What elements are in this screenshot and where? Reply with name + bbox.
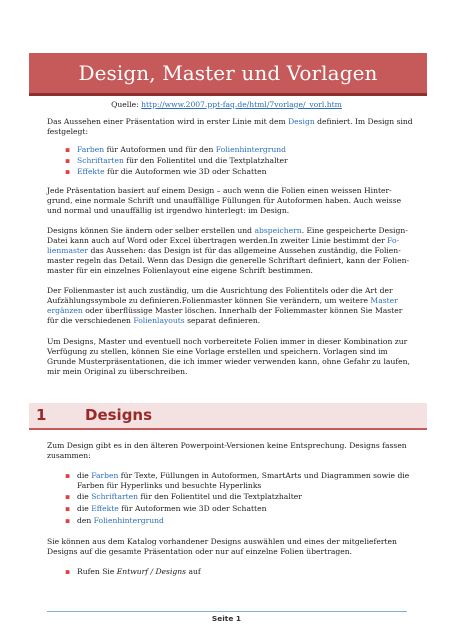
text: für den Folientitel und die Textplatzhalter	[138, 492, 302, 501]
intro-line-1	[47, 117, 413, 127]
text: Rufen Sie	[77, 567, 117, 576]
title-banner	[29, 53, 427, 96]
para3-line-4	[47, 316, 260, 326]
section1-intro-line-2: zusammen:	[47, 451, 91, 460]
menu-path: Entwurf / Designs	[116, 567, 187, 576]
para4-line-3: Grunde Musterpräsentationen, die ich immer wieder verwenden kann, ohne Gefahr zu laufen,	[47, 357, 410, 366]
schriftarten-link[interactable]: Schriftarten	[77, 156, 124, 165]
folienhintergrund-link[interactable]: Folienhintergrund	[215, 145, 286, 154]
bullet-icon: ▪	[65, 156, 71, 165]
section1-para-line-1: Sie können aus dem Katalog vorhandener Designs auswählen und eines der mitgelieferten	[47, 537, 397, 546]
para2-line-5: master für ein einzelnes Folienlayout eine eigene Schrift bestimmen.	[47, 266, 313, 275]
section1-last-bullet	[77, 567, 201, 577]
folienmaster-link[interactable]: Fo-	[387, 236, 400, 245]
para2-line-2	[47, 236, 399, 246]
text: die	[77, 492, 92, 501]
text: für den Folientitel und die Textplatzhalter	[123, 156, 288, 165]
section-number: 1	[36, 406, 47, 424]
folienmaster-link-cont[interactable]: lienmaster	[47, 246, 89, 255]
section1-bullet-1-cont: Farben für Hyperlinks und besuchte Hyperlinks	[77, 481, 262, 490]
text: für Autoformen wie 3D oder Schatten	[118, 504, 267, 513]
section1-bullet-2	[77, 492, 302, 502]
para4-line-1: Um Designs, Master und eventuell noch vorbereitete Folien immer in dieser Kombination zur	[47, 337, 408, 346]
text: die	[77, 471, 92, 480]
text: die	[77, 504, 92, 513]
text: für die Autoformen wie 3D oder Schatten	[104, 167, 267, 176]
folienlayouts-link[interactable]: Folienlayouts	[133, 316, 185, 325]
para3-line-3	[47, 306, 402, 316]
effekte-link[interactable]: Effekte	[77, 167, 105, 176]
text: . Eine gespeicherte Design-	[301, 226, 408, 235]
intro-bullet-1	[77, 145, 286, 155]
para1-line-1: Jede Präsentation basiert auf einem Design – auch wenn die Folien einen weissen Hinter-	[47, 186, 392, 195]
text: auf	[186, 567, 201, 576]
intro-line-2: festgelegt:	[47, 127, 89, 136]
bullet-icon: ▪	[65, 167, 71, 176]
para2-line-1	[47, 226, 408, 236]
text: separat definieren.	[184, 316, 261, 325]
section1-bullet-4	[77, 516, 164, 526]
folienhintergrund-link[interactable]: Folienhintergrund	[93, 516, 164, 525]
text: oder überflüssige Master löschen. Innerhalb der Foliemmaster können Sie Master	[82, 306, 403, 315]
intro-bullet-2	[77, 156, 288, 166]
text: für die verschiedenen	[47, 316, 134, 325]
text: Das Aussehen einer Präsentation wird in erster Linie mit dem	[47, 117, 289, 126]
para1-line-3: und normal und unauffällig ist irgendwo hinterlegt: im Design.	[47, 206, 290, 215]
intro-bullet-3	[77, 167, 266, 177]
text: den	[77, 516, 94, 525]
source-link[interactable]: http://www.2007.ppt-faq.de/html/7vorlage/_vorl.htm	[141, 100, 342, 109]
source-line	[0, 100, 453, 109]
page-title: Design, Master und Vorlagen	[78, 61, 378, 85]
page-number: Seite 1	[211, 614, 242, 623]
text: für Texte, Füllungen in Autoformen, SmartArts und Diagrammen sowie die	[118, 471, 410, 480]
text: definiert. Im Design sind	[314, 117, 413, 126]
para4-line-2: Verfügung zu stellen, können Sie eine Vorlage erstellen und speichern. Vorlagen sind im	[47, 347, 388, 356]
farben-link[interactable]: Farben	[91, 471, 119, 480]
bullet-icon: ▪	[65, 516, 71, 525]
master-link[interactable]: Master	[370, 296, 398, 305]
farben-link[interactable]: Farben	[77, 145, 105, 154]
bullet-icon: ▪	[65, 471, 71, 480]
section-title: Designs	[85, 406, 153, 424]
section1-bullet-3	[77, 504, 266, 514]
para3-line-2	[47, 296, 398, 306]
section1-para-line-2: Designs auf die gesamte Präsentation oder nur auf einzelne Folien übertragen.	[47, 547, 353, 556]
design-link[interactable]: Design	[288, 117, 315, 126]
text: für Autoformen und für den	[104, 145, 216, 154]
bullet-icon: ▪	[65, 492, 71, 501]
section1-bullet-1	[77, 471, 409, 481]
source-label: Quelle:	[111, 100, 139, 109]
schriftarten-link[interactable]: Schriftarten	[91, 492, 139, 501]
section1-intro-line-1: Zum Design gibt es in den älteren Powerpoint-Versionen keine Entsprechung. Designs fassen	[47, 441, 407, 450]
bullet-icon: ▪	[65, 145, 71, 154]
text: Designs können Sie ändern oder selber erstellen und	[47, 226, 255, 235]
para4-line-4: mir mein Original zu überschreiben.	[47, 367, 188, 376]
bullet-icon: ▪	[65, 504, 71, 513]
ergaenzen-link[interactable]: ergänzen	[47, 306, 83, 315]
bullet-icon: ▪	[65, 567, 71, 576]
effekte-link[interactable]: Effekte	[91, 504, 119, 513]
abspeichern-link[interactable]: abspeichern	[254, 226, 302, 235]
text: Aufzählungssymbole zu definieren.Folienmaster können Sie verändern, um weitere	[47, 296, 371, 305]
text: Datei kann auch auf Word oder Excel übertragen werden.In zweiter Linie bestimmt der	[47, 236, 388, 245]
para2-line-4: master regeln das Detail. Wenn das Design die generelle Schriftart definiert, kann der Folien-	[47, 256, 410, 265]
para2-line-3	[47, 246, 401, 256]
text: das Aussehen: das Design ist für das allgemeine Aussehen zuständig, die Folien-	[88, 246, 401, 255]
para1-line-2: grund, eine normale Schrift und unauffällige Füllungen für Autoformen haben. Auch weisse	[47, 196, 402, 205]
para3-line-1: Der Folienmaster ist auch zuständig, um die Ausrichtung des Folientitels oder die Art der	[47, 286, 393, 295]
footer-divider	[47, 611, 407, 612]
